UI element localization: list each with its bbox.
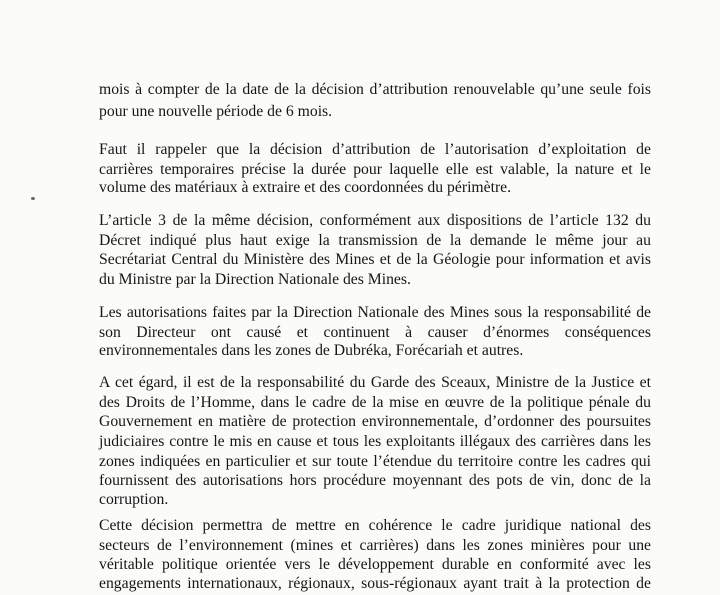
text-line: Cette décision permettra de mettre en cohérence le cadre juridique national des xyxy=(99,517,651,534)
text-line: du Ministre par la Direction Nationale des Mines. xyxy=(99,271,411,288)
margin-mark xyxy=(31,197,35,200)
text-line: des Droits de l’Homme, dans le cadre de la mise en œuvre de la politique pénale du xyxy=(99,394,651,411)
text-line: son Directeur ont causé et continuent à causer d’énormes conséquences xyxy=(99,324,651,341)
text-line: Faut il rappeler que la décision d’attribution de l’autorisation d’exploitation de xyxy=(99,141,651,158)
text-line: Gouvernement en matière de protection environnementale, d’ordonner des poursuites xyxy=(99,413,651,430)
text-line: véritable politique orientée vers le développement durable en conformité avec les xyxy=(99,556,651,573)
text-line: L’article 3 de la même décision, conformément aux dispositions de l’article 132 du xyxy=(99,212,651,229)
text-line: Les autorisations faites par la Direction Nationale des Mines sous la responsabilité de xyxy=(99,304,651,321)
text-line: mois à compter de la date de la décision d’attribution renouvelable qu’une seule fois xyxy=(99,81,651,98)
text-line: pour une nouvelle période de 6 mois. xyxy=(99,103,333,120)
text-line: Secrétariat Central du Ministère des Mines et de la Géologie pour information et avis xyxy=(99,251,651,268)
text-line: engagements internationaux, régionaux, sous-régionaux ayant trait à la protection de xyxy=(99,575,651,592)
text-line: secteurs de l’environnement (mines et carrières) dans les zones minières pour une xyxy=(99,537,651,554)
text-line: judiciaires contre le mis en cause et tous les exploitants illégaux des carrières dans les xyxy=(99,433,651,450)
text-line: Décret indiqué plus haut exige la transmission de la demande le même jour au xyxy=(99,232,651,249)
text-line: carrières temporaires précise la durée pour laquelle elle est valable, la nature et le xyxy=(99,161,651,178)
text-line: A cet égard, il est de la responsabilité du Garde des Sceaux, Ministre de la Justice et xyxy=(99,374,651,391)
text-line: volume des matériaux à extraire et des coordonnées du périmètre. xyxy=(99,179,512,196)
text-line: corruption. xyxy=(99,491,169,508)
text-line: zones indiquées en particulier et sur toute l’étendue du territoire contre les cadres qui xyxy=(99,453,651,470)
text-line: environnementales dans les zones de Dubréka, Forécariah et autres. xyxy=(99,342,524,359)
text-line: fournissent des autorisations hors procédure moyennant des pots de vin, donc de la xyxy=(99,472,651,489)
